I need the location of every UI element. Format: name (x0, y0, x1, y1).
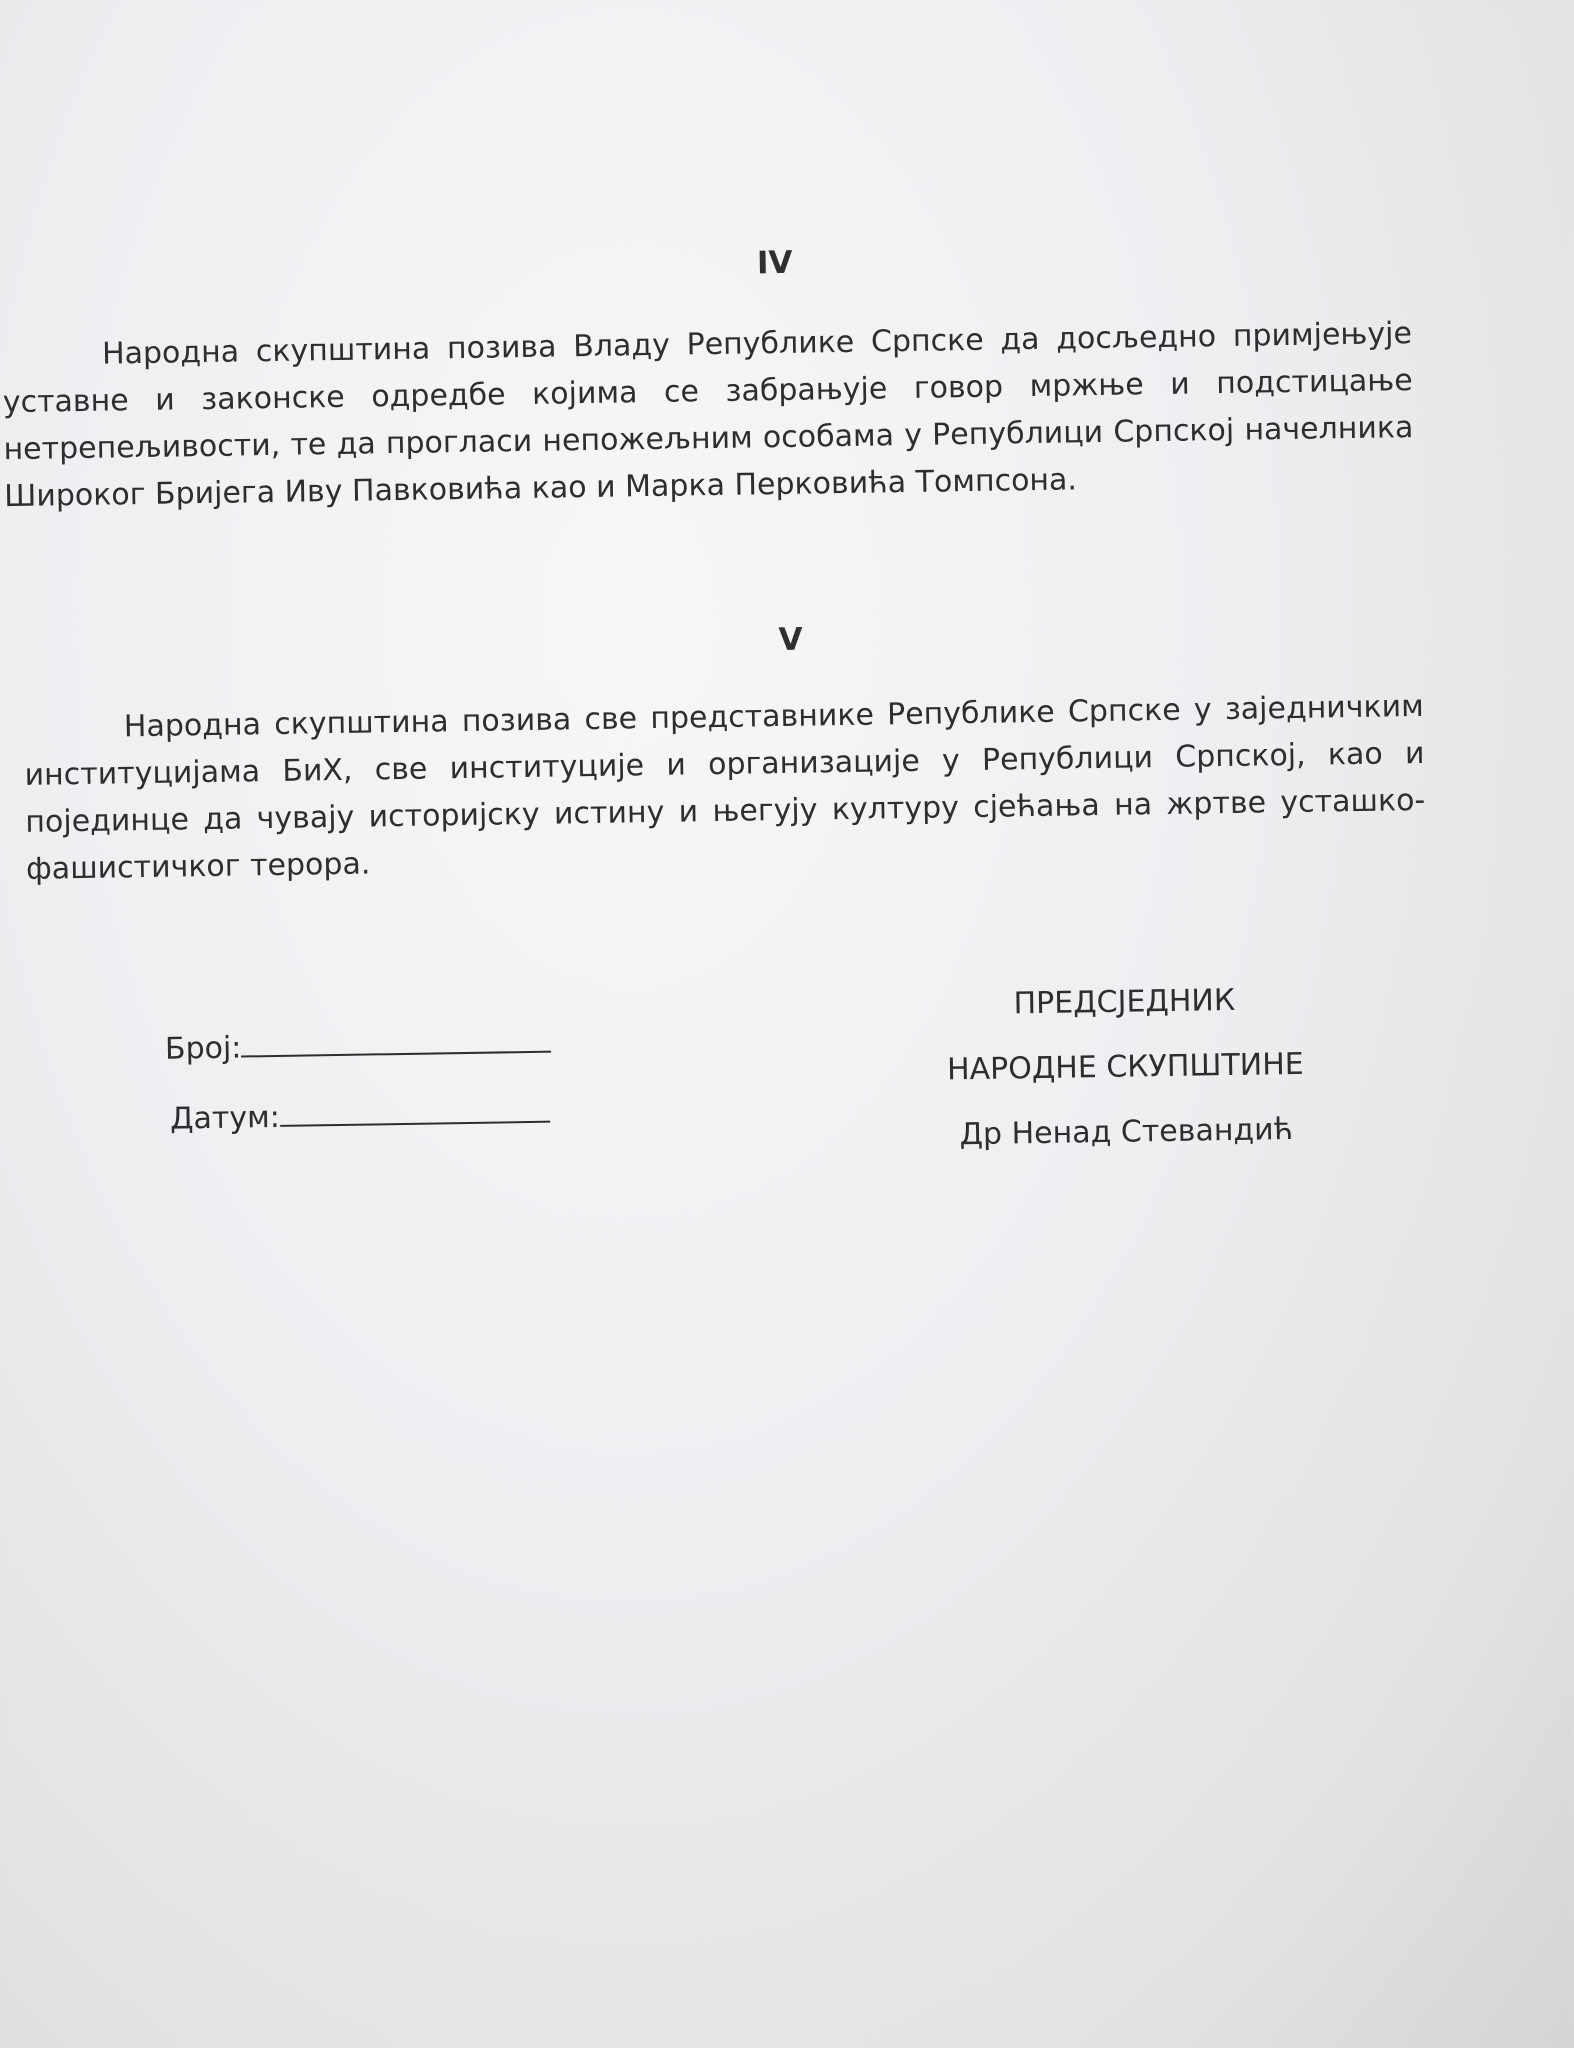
number-label: Број: (164, 1030, 242, 1067)
section-paragraph-v: Народна скупштина позива све представнике Републике Српске у заједничким институцијама БиХ, све институције и организације у Републици Српској, као и појединце да чувају историјску истину и његују културу сјећања на жртве усташко-фашистичког терора. (24, 688, 1426, 887)
section-heading-v: V (778, 621, 803, 659)
date-label: Датум: (169, 1099, 281, 1137)
number-blank-line (241, 1029, 551, 1058)
section-heading-iv: IV (756, 244, 793, 282)
date-blank-line (280, 1099, 550, 1127)
date-field (170, 1096, 550, 1137)
signature-organization: НАРОДНЕ СКУПШТИНЕ (946, 1046, 1304, 1088)
signature-name: Др Ненад Стевандић (959, 1112, 1294, 1153)
signature-title: ПРЕДСЈЕДНИК (1013, 982, 1236, 1022)
section-paragraph-iv: Народна скупштина позива Владу Републике Српске да досљедно примјењује уставне и законске одредбе којима се забрањује говор мржње и подстицање нетрепељивости, те да прогласи непожељним особама у Републици Српској начелника Широког Бријега Иву Павковића као и Марка Перковића Томпсона. (2, 316, 1414, 515)
number-field (165, 1026, 552, 1067)
